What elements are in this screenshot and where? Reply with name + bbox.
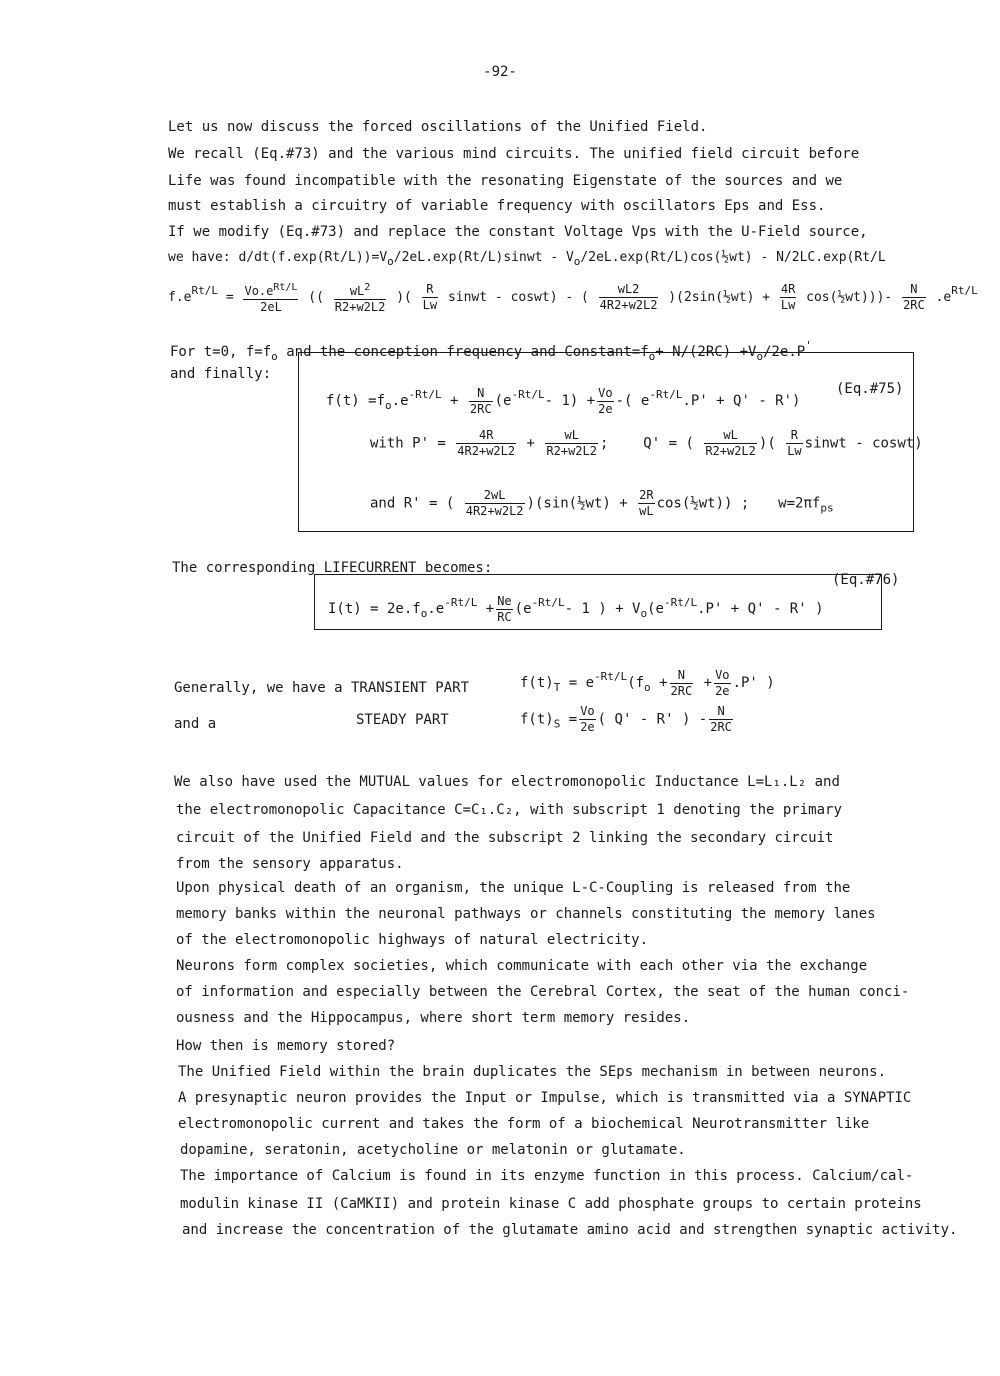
equation-76-label: (Eq.#76) (832, 572, 900, 588)
steady-equation: $f(t)_S$ = $\frac{Vo}{2e}$ ( Q' - R' ) - $\frac{N}{2RC}$ (520, 704, 732, 734)
equation-75-label: (Eq.#75) (836, 381, 904, 397)
equation-76: $I(t) = 2e.f_o.e^{-Rt/L}$ + $\frac{Ne}{RC}$ ($e^{-Rt/L}-$ 1 ) + $V_o(e^{-Rt/L}.P' + Q' - R'$ ) (328, 593, 824, 624)
fraction: $\frac{R}{Lw}$ (422, 282, 438, 312)
expanded-equation: $f.e^{Rt/L}$ = $\frac{Vo.e^{Rt/L}}{2eL}$ (( $\frac{wL^2}{R2+w2L2}$ )( $\frac{R}{Lw}$ sinwt - coswt) - ( $\frac{wL2}{4R2+w2L2}$ )(2sin(½wt) + $\frac{4R}{Lw}$ cos(½wt)))- $\frac{N}{2RC}$ $.e^{Rt/L}$ (168, 282, 978, 314)
body-line-10: ousness and the Hippocampus, where short term memory resides. (176, 1010, 691, 1026)
intro-line-5: If we modify (Eq.#73) and replace the constant Voltage Vps with the U-Field source, (168, 224, 868, 240)
page-number: -92- (483, 64, 517, 80)
fraction: $\frac{wL2}{4R2+w2L2}$ (599, 282, 658, 312)
transient-label: Generally, we have a TRANSIENT PART (174, 680, 470, 696)
body-line-6: memory banks within the neuronal pathways or channels constituting the memory lanes (176, 906, 876, 922)
equation-75-line-1: $f(t) =f_o.e^{-Rt/L}$ + $\frac{N}{2RC}$ ($e^{-Rt/L}-$ 1) + $\frac{Vo}{2e}$ -( $e^{-Rt/L}.P' + Q' - R'$) (326, 385, 801, 416)
intro-line-2: We recall (Eq.#73) and the various mind circuits. The unified field circuit before (168, 146, 860, 162)
fraction: $\frac{Vo.e^{Rt/L}}{2eL}$ (244, 282, 298, 314)
body-line-5: Upon physical death of an organism, the unique L-C-Coupling is released from the (176, 880, 851, 896)
body-line-4: from the sensory apparatus. (176, 856, 404, 872)
body-line-9: of information and especially between the Cerebral Cortex, the seat of the human conci- (176, 984, 910, 1000)
body-line-2: the electromonopolic Capacitance C=C₁.C₂, with subscript 1 denoting the primary (176, 802, 842, 818)
intro-line-3: Life was found incompatible with the resonating Eigenstate of the sources and we (168, 173, 843, 189)
body-line-15: dopamine, seratonin, acetycholine or melatonin or glutamate. (180, 1142, 686, 1158)
body-line-14: electromonopolic current and takes the form of a biochemical Neurotransmitter like (178, 1116, 870, 1132)
body-line-7: of the electromonopolic highways of natural electricity. (176, 932, 649, 948)
lifecurrent-heading: The corresponding LIFECURRENT becomes: (172, 560, 493, 576)
body-line-11: How then is memory stored? (176, 1038, 396, 1054)
body-line-13: A presynaptic neuron provides the Input or Impulse, which is transmitted via a SYNAPTIC (178, 1090, 912, 1106)
and-finally-label: and finally: (170, 366, 272, 382)
fraction: $\frac{wL^2}{R2+w2L2}$ (334, 282, 386, 314)
transient-equation: $f(t)_T = e^{-Rt/L}(f_o$ + $\frac{N}{2RC}$ + $\frac{Vo}{2e}$ .P' ) (520, 667, 775, 698)
initial-condition-line: For t=0, $f=f_o$ and the conception frequency and $Constant=f_o+ N/(2RC) +V_o/2e.P'$ (170, 339, 812, 363)
body-line-3: circuit of the Unified Field and the subscript 2 linking the secondary circuit (176, 830, 834, 846)
body-line-8: Neurons form complex societies, which communicate with each other via the exchange (176, 958, 868, 974)
equation-75-line-2: with P' = $\frac{4R}{4R2+w2L2}$ + $\frac{wL}{R2+w2L2}$ ; Q' = ( $\frac{wL}{R2+w2L2}$ )( $\frac{R}{Lw}$ sinwt - coswt) (370, 428, 923, 458)
fraction: $\frac{N}{2RC}$ (903, 282, 925, 312)
body-line-16: The importance of Calcium is found in its enzyme function in this process. Calcium/cal- (180, 1168, 914, 1184)
body-line-12: The Unified Field within the brain duplicates the SEps mechanism in between neurons. (178, 1064, 887, 1080)
steady-label: STEADY PART (356, 712, 449, 728)
intro-line-1: Let us now discuss the forced oscillations of the Unified Field. (168, 119, 708, 135)
body-line-1: We also have used the MUTUAL values for electromonopolic Inductance L=L₁.L₂ and (174, 774, 840, 790)
fraction: $\frac{4R}{Lw}$ (780, 282, 796, 312)
body-line-18: and increase the concentration of the glutamate amino acid and strengthen synaptic activity. (182, 1222, 958, 1238)
steady-lead: and a (174, 716, 217, 732)
equation-75-line-3: and R' = ( $\frac{2wL}{4R2+w2L2}$ )(sin(½wt) + $\frac{2R}{wL}$ cos(½wt)) ; $w=2\pi f_{ps}$ (370, 488, 834, 518)
intro-line-4: must establish a circuitry of variable frequency with oscillators Eps and Ess. (168, 198, 826, 214)
body-line-17: modulin kinase II (CaMKII) and protein kinase C add phosphate groups to certain proteins (180, 1196, 922, 1212)
derivative-line: we have: $d/dt(f.\exp(Rt/L))=V_o/2eL.\exp(Rt/L)sinwt$ - $V_o/2eL.\exp(Rt/L)\cos(\frac{1}{2}wt) - N/2LC.\exp(Rt/L$ (168, 250, 886, 268)
